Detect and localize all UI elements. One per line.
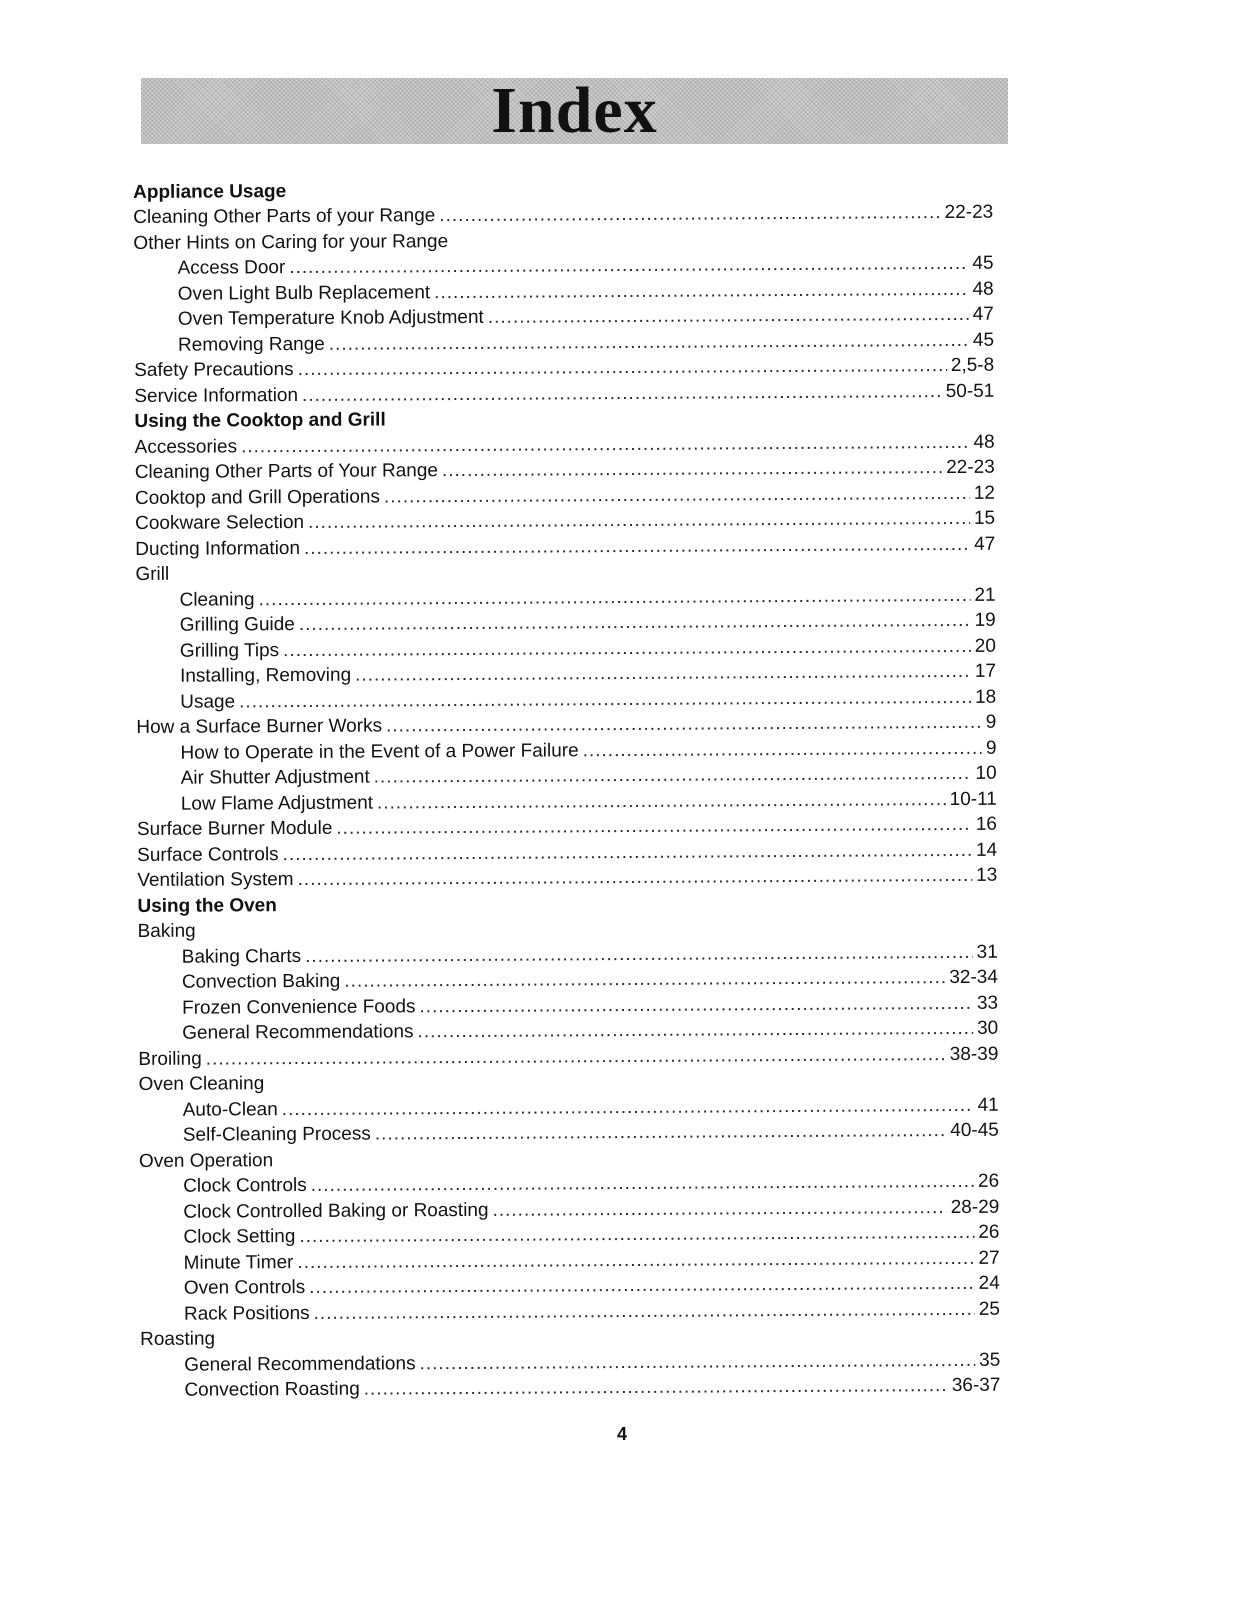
entry-label: Low Flame Adjustment bbox=[180, 792, 374, 815]
entry-page: 30 bbox=[977, 1017, 999, 1039]
page-number: 4 bbox=[616, 1424, 627, 1444]
dot-leader bbox=[311, 1171, 974, 1197]
entry-label: Auto-Clean bbox=[182, 1098, 278, 1121]
entry-page: 24 bbox=[978, 1272, 1000, 1294]
dot-leader bbox=[314, 1298, 975, 1324]
entry-label: Oven Light Bulb Replacement bbox=[177, 281, 431, 305]
entry-label: Safety Precautions bbox=[134, 359, 294, 381]
entry-label: Ventilation System bbox=[137, 869, 294, 891]
dot-leader bbox=[241, 431, 970, 457]
index-subentry bbox=[139, 1218, 999, 1249]
dot-leader bbox=[355, 661, 971, 687]
entry-label: Clock Controlled Baking or Roasting bbox=[183, 1199, 489, 1223]
dot-leader bbox=[442, 457, 942, 482]
dot-leader bbox=[299, 1222, 974, 1248]
entry-page: 2,5-8 bbox=[950, 354, 995, 377]
index-subentry bbox=[134, 300, 994, 331]
entry-page: 33 bbox=[976, 992, 999, 1014]
index-subentry bbox=[139, 1167, 999, 1198]
entry-page: 12 bbox=[973, 482, 996, 504]
index-subentry bbox=[136, 632, 996, 663]
entry-label: Other Hints on Caring for your Range bbox=[133, 230, 449, 254]
entry-page: 26 bbox=[977, 1170, 1000, 1192]
index-entry bbox=[137, 861, 997, 892]
index-entry bbox=[135, 479, 995, 510]
entry-label: Cleaning bbox=[179, 588, 255, 611]
dot-leader bbox=[302, 381, 942, 407]
entry-label: Clock Setting bbox=[183, 1226, 296, 1248]
entry-page: 25 bbox=[978, 1298, 1000, 1320]
entry-label: Access Door bbox=[177, 257, 286, 279]
entry-page: 9 bbox=[985, 711, 997, 733]
index-subentry bbox=[136, 683, 996, 714]
entry-page: 20 bbox=[974, 635, 996, 657]
index-subentry bbox=[135, 581, 995, 612]
dot-leader bbox=[374, 763, 972, 789]
index-subentry bbox=[138, 963, 998, 994]
dot-leader bbox=[583, 737, 982, 761]
dot-leader bbox=[309, 1273, 975, 1299]
index-entry bbox=[134, 351, 994, 382]
dot-leader bbox=[336, 814, 972, 840]
index-entry bbox=[137, 836, 997, 867]
entry-label: Clock Controls bbox=[183, 1174, 307, 1197]
entry-label: Frozen Convenience Foods bbox=[182, 995, 416, 1019]
dot-leader bbox=[283, 635, 971, 661]
section-heading-label: Using the Oven bbox=[137, 894, 277, 917]
index-entry bbox=[135, 504, 995, 535]
dot-leader bbox=[344, 967, 945, 993]
entry-label: Cookware Selection bbox=[135, 511, 305, 534]
index-list bbox=[133, 173, 1000, 1402]
entry-label: Cleaning Other Parts of Your Range bbox=[134, 460, 438, 483]
entry-label: Service Information bbox=[134, 384, 299, 407]
entry-page: 22-23 bbox=[944, 201, 994, 224]
dot-leader bbox=[492, 1197, 946, 1222]
dot-leader bbox=[384, 482, 970, 508]
dot-leader bbox=[282, 1094, 974, 1120]
dot-leader bbox=[439, 202, 940, 227]
entry-label: Oven Cleaning bbox=[138, 1073, 265, 1095]
entry-page: 36-37 bbox=[951, 1374, 1001, 1397]
entry-page: 32-34 bbox=[949, 966, 998, 989]
index-subentry bbox=[139, 1193, 999, 1224]
entry-label: Surface Burner Module bbox=[136, 817, 333, 840]
dot-leader bbox=[298, 865, 973, 891]
entry-page: 48 bbox=[972, 278, 994, 300]
entry-label: Grill bbox=[135, 563, 170, 585]
dot-leader bbox=[488, 304, 969, 329]
index-entry bbox=[135, 453, 995, 484]
dot-leader bbox=[386, 712, 982, 738]
index-subentry bbox=[137, 759, 997, 790]
index-banner bbox=[141, 74, 1008, 147]
dot-leader bbox=[377, 789, 946, 814]
entry-page: 35 bbox=[979, 1349, 1001, 1371]
entry-label: Ducting Information bbox=[135, 537, 301, 560]
entry-label: Baking bbox=[137, 920, 196, 942]
entry-label: Surface Controls bbox=[137, 843, 279, 866]
entry-label: Baking Charts bbox=[181, 945, 302, 968]
entry-page: 28-29 bbox=[950, 1196, 1000, 1218]
entry-label: Grilling Tips bbox=[179, 639, 280, 662]
section-heading-label: Using the Cooktop and Grill bbox=[134, 409, 386, 432]
dot-leader bbox=[299, 610, 971, 636]
index-entry bbox=[135, 530, 995, 561]
entry-page: 19 bbox=[974, 609, 996, 631]
entry-label: Accessories bbox=[134, 435, 238, 458]
dot-leader bbox=[329, 329, 969, 355]
dot-leader bbox=[419, 1349, 975, 1374]
entry-label: Removing Range bbox=[177, 333, 325, 356]
entry-page: 40-45 bbox=[950, 1119, 999, 1142]
entry-page: 10-11 bbox=[949, 788, 997, 810]
entry-page: 26 bbox=[978, 1221, 1000, 1243]
index-entry bbox=[138, 1040, 998, 1071]
dot-leader bbox=[239, 686, 971, 712]
index-entry bbox=[133, 198, 993, 229]
entry-label: Oven Temperature Knob Adjustment bbox=[177, 306, 484, 330]
dot-leader bbox=[283, 839, 972, 865]
dot-leader bbox=[297, 1247, 974, 1273]
dot-leader bbox=[419, 992, 973, 1017]
entry-label: Cooktop and Grill Operations bbox=[134, 485, 381, 509]
entry-page: 47 bbox=[972, 303, 994, 325]
index-subentry bbox=[140, 1269, 1000, 1300]
dot-leader bbox=[259, 584, 971, 610]
index-subentry bbox=[134, 275, 994, 306]
index-subentry bbox=[137, 785, 997, 816]
entry-page: 18 bbox=[974, 686, 997, 708]
entry-page: 45 bbox=[972, 329, 995, 351]
entry-page: 50-51 bbox=[945, 380, 995, 402]
entry-label: Installing, Removing bbox=[179, 664, 352, 687]
index-entry bbox=[137, 810, 997, 841]
entry-label: Broiling bbox=[138, 1048, 202, 1070]
dot-leader bbox=[289, 253, 968, 279]
dot-leader bbox=[375, 1120, 947, 1145]
section-heading-label: Appliance Usage bbox=[133, 180, 287, 203]
index-entry bbox=[135, 428, 995, 459]
entry-page: 47 bbox=[974, 533, 996, 555]
entry-page: 9 bbox=[985, 737, 997, 759]
dot-leader bbox=[417, 1018, 973, 1043]
index-subentry bbox=[138, 938, 998, 969]
index-subentry bbox=[140, 1371, 1000, 1402]
entry-page: 14 bbox=[975, 839, 998, 861]
entry-label: Grilling Guide bbox=[179, 614, 295, 636]
entry-page: 15 bbox=[973, 507, 996, 529]
entry-page: 22-23 bbox=[946, 456, 995, 479]
entry-page: 17 bbox=[974, 660, 997, 682]
entry-page: 48 bbox=[973, 431, 995, 453]
index-subentry bbox=[136, 734, 996, 765]
dot-leader bbox=[304, 533, 970, 559]
entry-page: 27 bbox=[978, 1247, 1000, 1269]
index-subentry bbox=[140, 1346, 1000, 1377]
entry-label: Cleaning Other Parts of your Range bbox=[133, 205, 436, 228]
dot-leader bbox=[298, 355, 947, 381]
entry-page: 38-39 bbox=[949, 1043, 999, 1065]
index-subentry bbox=[139, 1116, 999, 1147]
entry-page: 16 bbox=[975, 813, 998, 835]
entry-page: 10 bbox=[975, 762, 997, 784]
index-subentry bbox=[140, 1295, 1000, 1326]
entry-label: Oven Controls bbox=[183, 1276, 306, 1299]
entry-label: Rack Positions bbox=[183, 1302, 310, 1325]
entry-page: 31 bbox=[976, 941, 998, 963]
entry-label: Convection Baking bbox=[181, 970, 341, 993]
entry-label: General Recommendations bbox=[182, 1021, 414, 1044]
index-subentry bbox=[139, 1091, 999, 1122]
index-subentry bbox=[140, 1244, 1000, 1275]
entry-label: How a Surface Burner Works bbox=[136, 715, 383, 738]
page-title: Index bbox=[491, 74, 658, 147]
entry-label: Usage bbox=[180, 690, 236, 713]
index-subentry bbox=[138, 1014, 998, 1045]
entry-label: Oven Operation bbox=[138, 1149, 274, 1172]
index-entry bbox=[136, 708, 996, 739]
dot-leader bbox=[206, 1044, 946, 1071]
entry-label: Self-Cleaning Process bbox=[182, 1123, 371, 1146]
index-subentry bbox=[133, 249, 993, 280]
entry-page: 41 bbox=[977, 1094, 999, 1116]
dot-leader bbox=[364, 1375, 948, 1401]
entry-page: 45 bbox=[972, 252, 994, 274]
dot-leader bbox=[305, 941, 973, 967]
entry-label: General Recommendations bbox=[184, 1352, 416, 1376]
index-subentry bbox=[136, 657, 996, 688]
entry-label: How to Operate in the Event of a Power Failure bbox=[180, 739, 579, 764]
entry-label: Minute Timer bbox=[183, 1251, 294, 1274]
entry-label: Convection Roasting bbox=[184, 1378, 360, 1401]
entry-page: 21 bbox=[974, 584, 996, 606]
index-entry bbox=[134, 377, 994, 408]
dot-leader bbox=[308, 508, 970, 534]
index-subentry bbox=[136, 606, 996, 637]
entry-page: 13 bbox=[976, 864, 998, 886]
index-subentry bbox=[134, 326, 994, 357]
entry-label: Air Shutter Adjustment bbox=[180, 766, 370, 789]
entry-label: Roasting bbox=[140, 1328, 216, 1350]
dot-leader bbox=[434, 278, 969, 303]
index-subentry bbox=[138, 989, 998, 1020]
